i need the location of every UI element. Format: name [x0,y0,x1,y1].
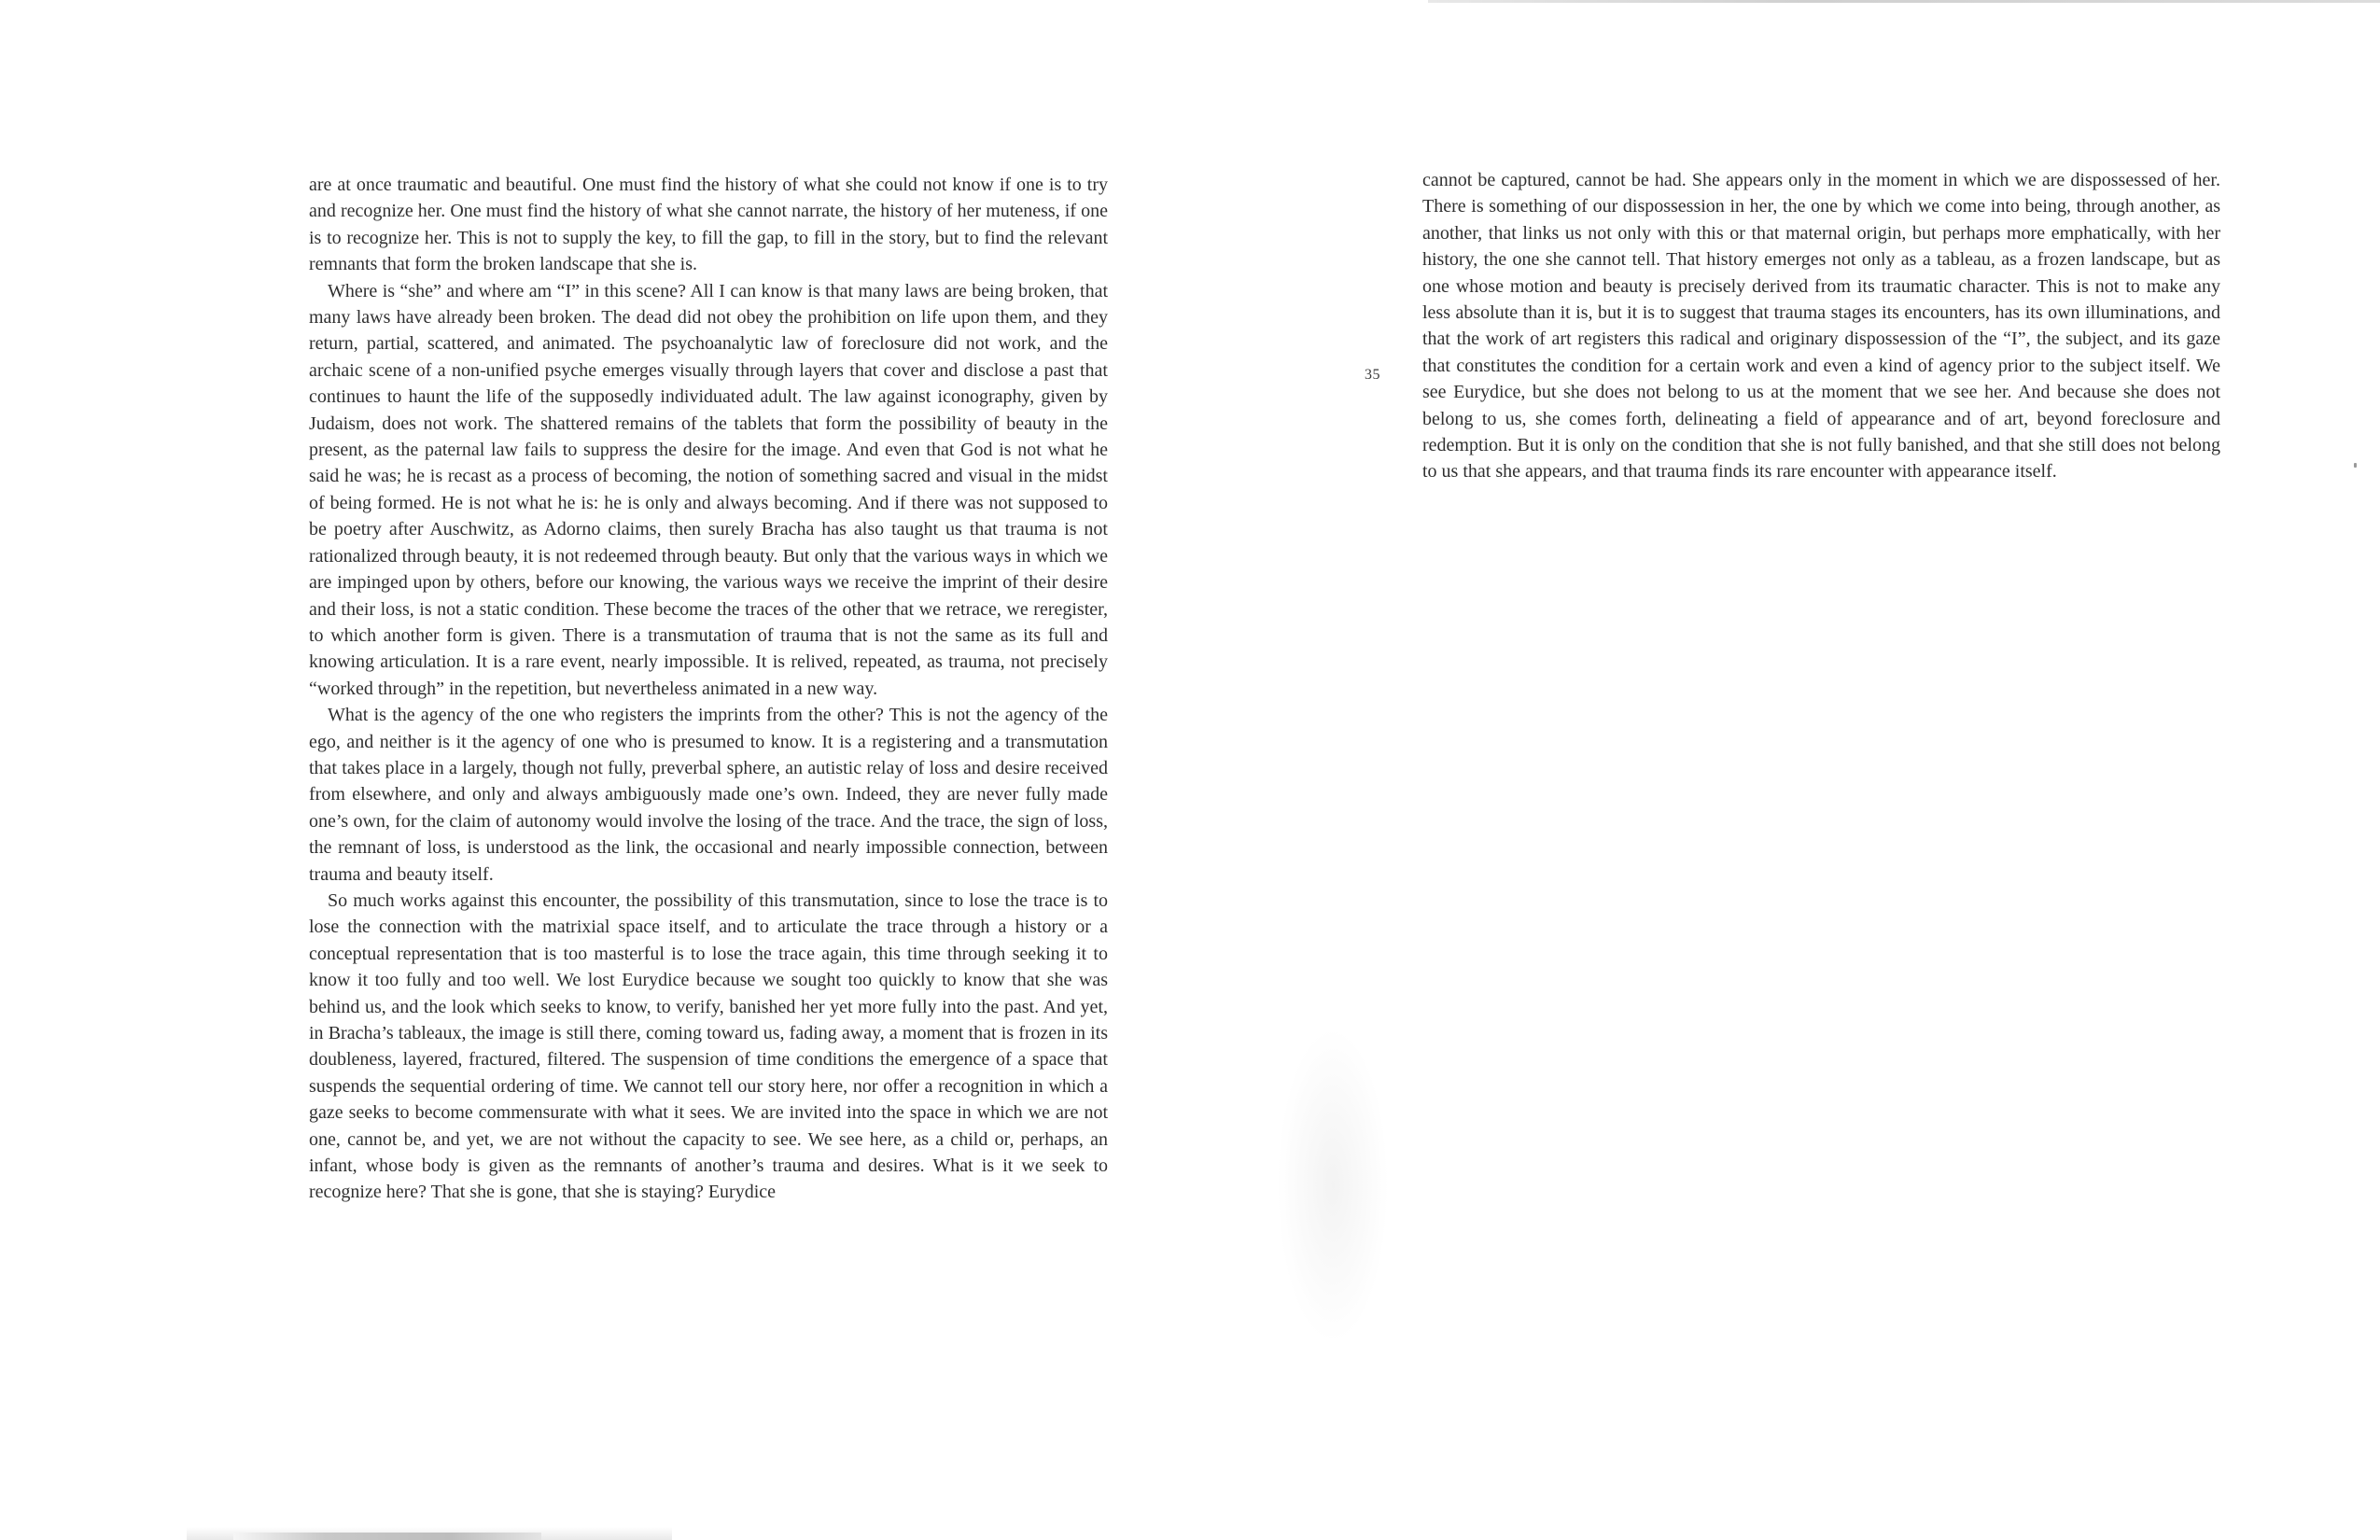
scan-speck [2354,463,2357,468]
scan-edge-bottom [233,1533,541,1540]
page-number: 35 [1365,367,1380,383]
page-shading [1277,1027,1389,1344]
paragraph: cannot be captured, cannot be had. She appears only in the moment in which we are dispossessed of her. There is something of our dispossession in her, the one by which we come into being, through another, as another, that links us not only with this or that maternal origin, but perhaps more emphatically, with her history, the one she cannot tell. That history emerges not only as a tableau, as a frozen landscape, but as one whose motion and beauty is precisely derived from its traumatic character. This is not to make any less absolute than it is, but it is to suggest that trauma stages its encounters, has its own illuminations, and that the work of art registers this radical and originary dispossession of the “I”, the subject, and its gaze that constitutes the condition for a certain work and even a kind of agency prior to the subject itself. We see Eurydice, but she does not belong to us at the moment that we see her. And because she does not belong to us, she comes forth, delineating a field of appearance and of art, beyond foreclosure and redemption. But it is only on the condition that she is not fully banished, and that she still does not belong to us that she appears, and that trauma finds its rare encounter with appearance itself. [1422,170,2220,483]
right-page-text [1422,167,2220,485]
left-page-text [309,172,1108,1206]
scan-edge-top [1428,0,2380,3]
paragraph: are at once traumatic and beautiful. One must find the history of what she could not know if one is to try and recognize her. One must find the history of what she cannot narrate, the history of her muteness, if one is to recognize her. This is not to supply the key, to fill the gap, to fill in the story, but to find the relevant remnants that form the broken landscape that she is. [309,175,1108,275]
paragraph: So much works against this encounter, the possibility of this transmutation, since to lose the trace is to lose the connection with the matrixial space itself, and to articulate the trace through a history or a conceptual representation that is too masterful is to lose the trace again, this time through seeking it to know it too fully and too well. We lost Eurydice because we sought too quickly to know that she was behind us, and the look which seeks to know, to verify, banished her yet more fully into the past. And yet, in Bracha’s tableaux, the image is still there, coming toward us, fading away, a moment that is frozen in its doubleness, layered, fractured, filtered. The suspension of time conditions the emergence of a space that suspends the sequential ordering of time. We cannot tell our story here, nor offer a recognition in which a gaze seeks to become commensurate with what it sees. We are invited into the space in which we are not one, cannot be, and yet, we are not without the capacity to see. We see here, as a child or, perhaps, an infant, whose body is given as the remnants of another’s trauma and desires. What is it we seek to recognize here? That she is gone, that she is staying? Eurydice [309,889,1108,1203]
paragraph: Where is “she” and where am “I” in this scene? All I can know is that many laws are being broken, that many laws have already been broken. The dead did not obey the prohibition on life upon them, and they return, partial, scattered, and animated. The psychoanalytic law of foreclosure did not work, and the archaic scene of a non-unified psyche emerges visually through layers that cover and disclose a past that continues to haunt the life of the supposedly individuated adult. The law against iconography, given by Judaism, does not work. The shattered remains of the tablets that form the possibility of beauty in the present, as the paternal law fails to suppress the desire for the image. And even that God is not what he said he was; he is recast as a process of becoming, the notion of something sacred and visual in the midst of being formed. He is not what he is: he is only and always becoming. And if there was not supposed to be poetry after Auschwitz, as Adorno claims, then surely Bracha has also taught us that trauma is not rationalized through beauty, it is not redeemed through beauty. But only that the various ways in which we are impinged upon by others, before our knowing, the various ways we receive the imprint of their desire and their loss, is not a static condition. These become the traces of the other that we retrace, we reregister, to which another form is given. There is a transmutation of trauma that is not the same as its full and knowing articulation. It is a rare event, nearly impossible. It is relived, repeated, as trauma, not precisely “worked through” in the repetition, but nevertheless animated in a new way. [309,280,1108,699]
paragraph: What is the agency of the one who registers the imprints from the other? This is not the agency of the ego, and neither is it the agency of one who is presumed to know. It is a registering and a transmutation that takes place in a largely, though not fully, preverbal sphere, an autistic relay of loss and desire received from elsewhere, and only and always ambiguously made one’s own. Indeed, they are never fully made one’s own, for the claim of autonomy would involve the losing of the trace. And the trace, the sign of loss, the remnant of loss, is understood as the link, the occasional and nearly impossible connection, between trauma and beauty itself. [309,705,1108,885]
